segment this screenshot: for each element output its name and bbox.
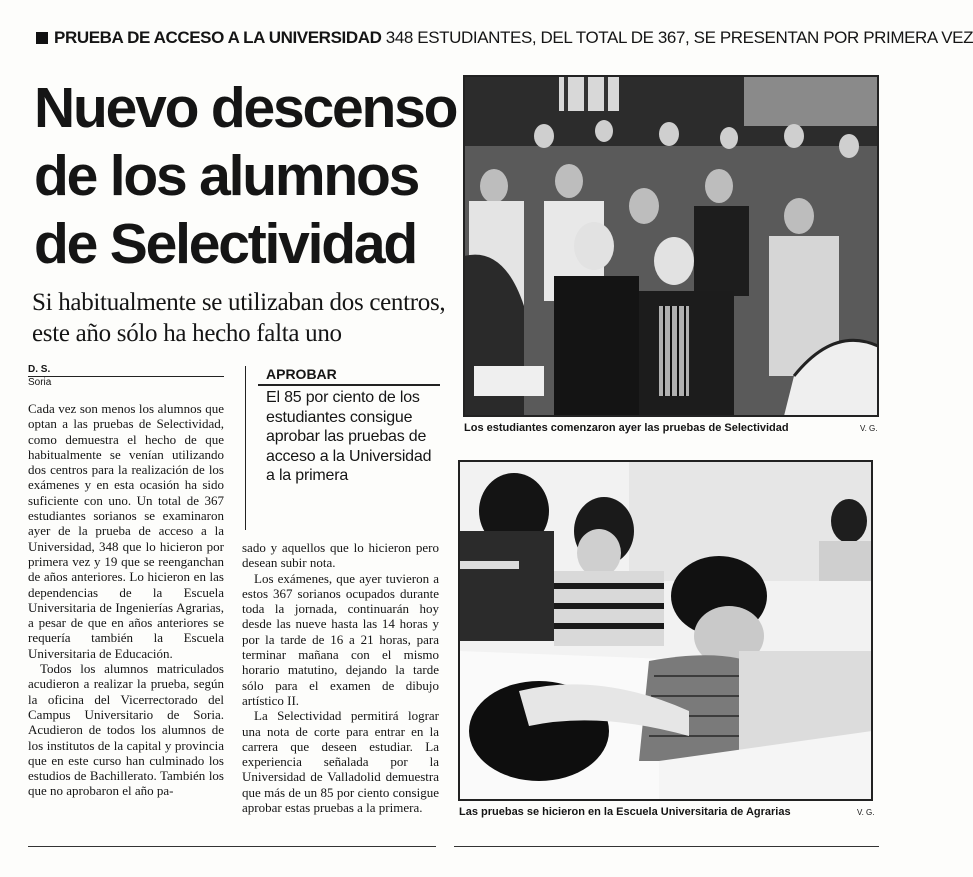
article-paragraph: Los exámenes, que ayer tuvieron a estos 367 sorianos ocupados durante toda la jornada, continuarán hoy desde las nueve hasta las 14 horas y por la tarde de 16 a 21 horas, para terminar mañana con el mismo horario matutino, dejando la tarde sólo para el examen de dibujo artístico II.	[242, 570, 439, 708]
byline-rule	[28, 376, 224, 377]
bottom-rule	[454, 846, 879, 847]
article-paragraph: sado y aquellos que lo hicieron pero desean subir nota.	[242, 540, 439, 571]
headline-line: de Selectividad	[34, 212, 417, 276]
pullquote-text: El 85 por ciento de los estudiantes consigue aprobar las pruebas de acceso a la Universidad a la primera	[266, 389, 432, 484]
byline-author: D. S.	[28, 364, 51, 375]
photo-credit: V. G.	[857, 808, 875, 817]
article-column-1	[28, 401, 224, 799]
section-strap	[36, 27, 973, 49]
article-paragraph: Cada vez son menos los alumnos que optan a las pruebas de Selectividad, como demuestra el hecho de que habitualmente se venían utilizando dos centros para la realización de los exámenes y en esta ocasión ha sido suficiente con uno. Un total de 367 estudiantes sorianos se examinaron ayer de la prueba de acceso a la Universidad, 348 que lo hicieron por primera vez y 19 que se reenganchan de años anteriores. Lo hicieron en las dependencias de la Escuela Universitaria de Ingenierías Agrarias, a pesar de que en años anteriores se requería también la Escuela Universitaria de Educación.	[28, 401, 224, 661]
article-paragraph: Todos los alumnos matriculados acudieron a realizar la prueba, según la oficina del Vicerrectorado del Campus Universitario de Soria. Acudieron de todos los alumnos de los institutos de la capital y provincia que en este curso han culminado los estudios de Bachillerato. También los que no aprobaron el año pa-	[28, 661, 224, 799]
section-label: PRUEBA DE ACCESO A LA UNIVERSIDAD	[54, 28, 382, 47]
pullquote-rule	[258, 384, 440, 386]
headline-line: Nuevo descenso	[34, 76, 457, 140]
pullquote-bar	[245, 366, 246, 530]
section-summary: 348 ESTUDIANTES, DEL TOTAL DE 367, SE PRESENTAN POR PRIMERA VEZ	[385, 28, 973, 47]
photo-credit: V. G.	[860, 424, 878, 433]
article-paragraph: La Selectividad permitirá lograr una nota de corte para entrar en la carrera que deseen estudiar. La experiencia señalada por la Universidad de Valladolid demuestra que más de un 85 por ciento consigue aprobar estas pruebas a la primera.	[242, 708, 439, 816]
bottom-rule	[28, 846, 436, 847]
headline-line: de los alumnos	[34, 144, 419, 208]
byline-place: Soria	[28, 377, 52, 388]
pullquote-title: APROBAR	[266, 366, 337, 382]
photo-students-exam	[459, 461, 872, 800]
photo-students-audience	[464, 76, 878, 416]
bullet-square-icon	[36, 32, 48, 44]
subheadline: Si habitualmente se utilizaban dos centros, este año sólo ha hecho falta uno	[32, 289, 446, 347]
article-column-2	[242, 540, 439, 815]
headline	[34, 74, 464, 278]
photo-caption: Las pruebas se hicieron en la Escuela Universitaria de Agrarias	[459, 806, 791, 818]
photo-caption: Los estudiantes comenzaron ayer las pruebas de Selectividad	[464, 422, 789, 434]
